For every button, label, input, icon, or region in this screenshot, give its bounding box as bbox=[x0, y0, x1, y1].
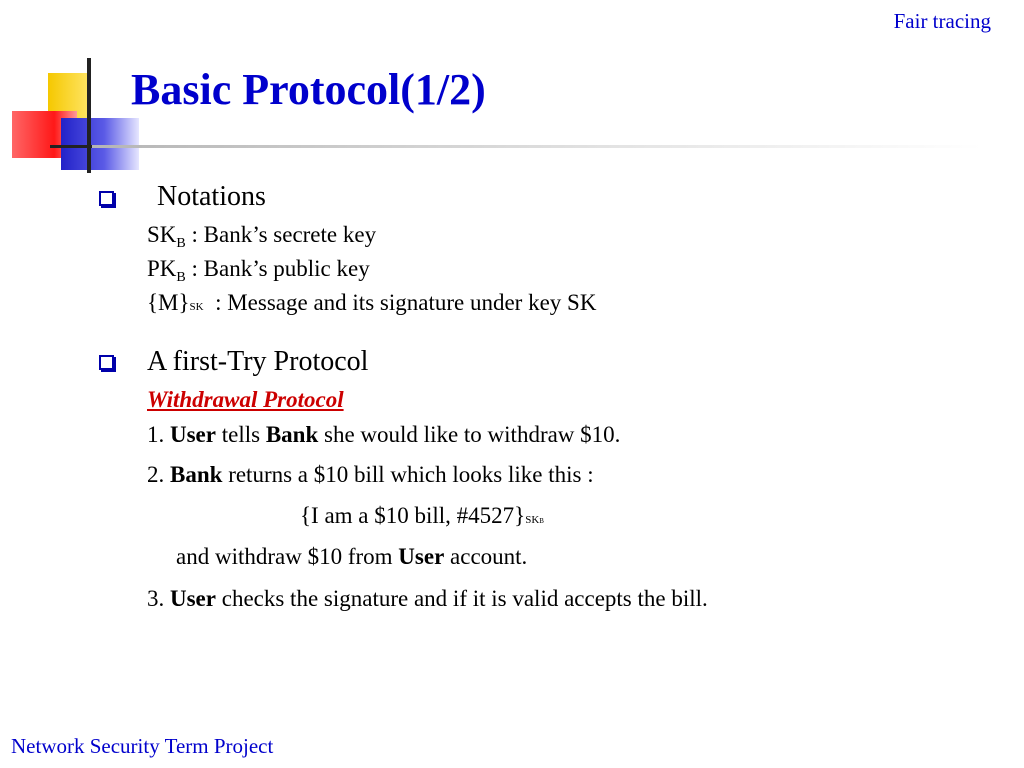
protocol-step-2-continued bbox=[176, 544, 527, 570]
protocol-step-3 bbox=[147, 586, 708, 612]
notation-description: : Bank’s secrete key bbox=[185, 222, 377, 247]
notation-item bbox=[147, 222, 376, 252]
step-number: 3. bbox=[147, 586, 170, 611]
notation-symbol: SK bbox=[147, 222, 177, 247]
notation-symbol: PK bbox=[147, 256, 177, 281]
protocol-step-1 bbox=[147, 422, 620, 448]
bullet-checkbox-icon bbox=[99, 355, 114, 370]
title-underline bbox=[92, 145, 982, 148]
protocol-step-2 bbox=[147, 462, 594, 488]
notation-description: : Message and its signature under key SK bbox=[203, 290, 597, 315]
bullet-checkbox-icon bbox=[99, 191, 114, 206]
step-text: returns a $10 bill which looks like this : bbox=[222, 462, 594, 487]
step-text: she would like to withdraw $10. bbox=[318, 422, 621, 447]
notation-subscript: B bbox=[176, 270, 186, 285]
step-actor: Bank bbox=[170, 462, 223, 487]
notation-subscript: B bbox=[176, 236, 186, 251]
footer-text: Network Security Term Project bbox=[11, 734, 274, 758]
step-actor: User bbox=[398, 544, 445, 569]
bill-text: {I am a $10 bill, #4527} bbox=[300, 503, 526, 528]
step-text: and withdraw $10 from bbox=[176, 544, 399, 569]
notation-symbol: {M} bbox=[147, 290, 190, 315]
notation-item bbox=[147, 290, 596, 316]
blue-square bbox=[61, 118, 139, 170]
notations-heading: Notations bbox=[157, 181, 266, 212]
notation-item bbox=[147, 256, 370, 286]
step-actor: User bbox=[170, 586, 216, 611]
slide-title: Basic Protocol(1/2) bbox=[131, 65, 486, 114]
step-actor: Bank bbox=[265, 422, 319, 447]
bill-key: SK bbox=[525, 514, 540, 526]
vertical-rule bbox=[87, 58, 91, 173]
protocol-heading: A first-Try Protocol bbox=[147, 346, 369, 377]
header-note: Fair tracing bbox=[893, 9, 991, 33]
step-text: account. bbox=[444, 544, 528, 569]
step-number: 2. bbox=[147, 462, 170, 487]
step-actor: User bbox=[170, 422, 216, 447]
notation-description: : Bank’s public key bbox=[185, 256, 370, 281]
protocol-subheading: Withdrawal Protocol bbox=[147, 387, 344, 412]
step-text: tells bbox=[215, 422, 266, 447]
step-number: 1. bbox=[147, 422, 170, 447]
step-text: checks the signature and if it is valid accepts the bill. bbox=[215, 586, 708, 611]
bill-example bbox=[300, 503, 544, 529]
bill-key-subscript: B bbox=[539, 517, 544, 525]
notation-subscript: SK bbox=[189, 301, 204, 313]
